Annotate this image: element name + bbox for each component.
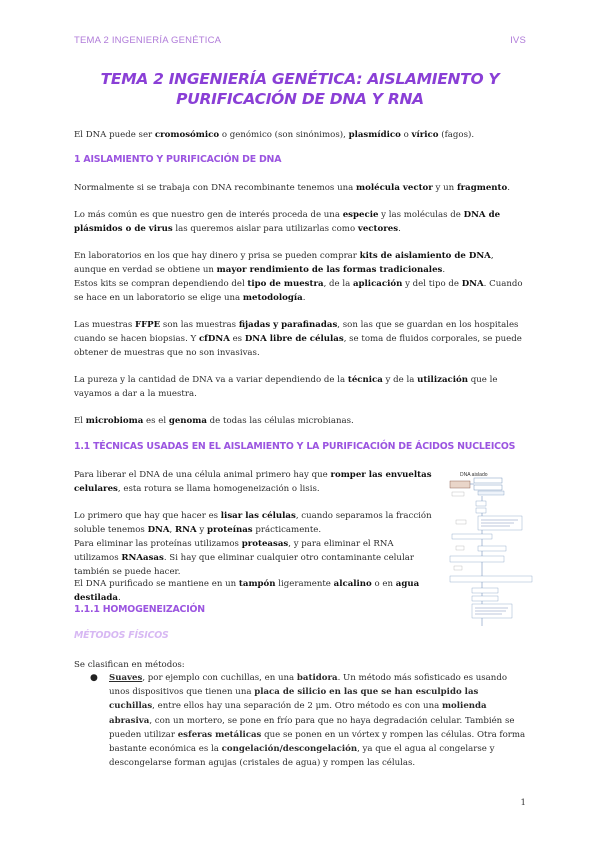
- flowchart-step: [456, 516, 522, 530]
- header-left: TEMA 2 INGENIERÍA GENÉTICA: [74, 35, 222, 46]
- paragraph: Normalmente si se trabaja con DNA recombinante tenemos una molécula vector y un fragmento.: [74, 183, 510, 193]
- paragraph: El microbioma es el genoma de todas las células microbianas.: [74, 416, 354, 426]
- paragraph: En laboratorios en los que hay dinero y prisa se pueden comprar kits de aislamiento de DNA, aunque en verdad se obtiene un mayor rendimiento de las formas tradicionales. Estos kits se compran dependiendo del tipo de muestra, de la aplicación y del tipo de DNA. Cuando se hace en un laboratorio se elige una metodología.: [74, 251, 523, 303]
- paragraph: Para liberar el DNA de una célula animal primero hay que romper las envueltas celulares, esta rotura se llama homogeneización o lisis.: [74, 470, 432, 494]
- section-heading-1-1-1: 1.1.1 HOMOGENEIZACIÓN: [74, 604, 205, 615]
- flowchart-step: [452, 491, 504, 496]
- paragraph: Lo más común es que nuestro gen de interés proceda de una especie y las moléculas de DNA de plásmidos o de virus las queremos aislar para utilizarlas como vectores.: [74, 210, 501, 234]
- flowchart-step: [452, 534, 506, 551]
- paragraph: Se clasifican en métodos:: [74, 660, 185, 670]
- paragraph: Lo primero que hay que hacer es lisar las células, cuando separamos la fracción soluble tenemos DNA, RNA y proteínas prácticamente. Para eliminar las proteínas utilizamos proteasas, y para eliminar el RNA utilizamos RNAasas. Si hay que eliminar cualquier otro contaminante celular también se puede hacer.: [74, 511, 432, 577]
- bullet: ●: [90, 673, 98, 683]
- flowchart-title: DNA aislado: [460, 472, 488, 478]
- section-heading-1-1: 1.1 TÉCNICAS USADAS EN EL AISLAMIENTO Y LA PURIFICACIÓN DE ÁCIDOS NUCLEICOS: [74, 441, 516, 452]
- dna-isolation-flowchart: [448, 470, 538, 630]
- paragraph: La pureza y la cantidad de DNA va a variar dependiendo de la técnica y de la utilización que le vayamos a dar a la muestra.: [74, 375, 498, 399]
- page-number: 1: [520, 798, 526, 808]
- paragraph: El DNA purificado se mantiene en un tampón ligeramente alcalino o en agua destilada.: [74, 579, 420, 603]
- flowchart-step: [476, 501, 486, 513]
- paragraph: Las muestras FFPE son las muestras fijadas y parafinadas, son las que se guardan en los hospitales cuando se hacen biopsias. Y cfDNA es DNA libre de células, se toma de fluidos corporales, se puede obtener de muestras que no son invasivas.: [74, 320, 522, 358]
- list-item: ● Suaves, por ejemplo con cuchillas, en una batidora. Un método más sofisticado es usando unos dispositivos que tienen una placa de silicio en las que se han esculpido las cuchillas, entre ellos hay una separación de 2 μm. Otro método es con una molienda abrasiva, con un mortero, se pone en frío para que no haya degradación celular. También se pueden utilizar esferas metálicas que se ponen en un vórtex y rompen las células. Otra forma bastante económica es la congelación/descongelación, ya que el agua al congelarse y descongelarse forman agujas (cristales de agua) y rompen las células.: [90, 673, 526, 769]
- section-heading-1: 1 AISLAMIENTO Y PURIFICACIÓN DE DNA: [74, 154, 282, 165]
- page-title: TEMA 2 INGENIERÍA GENÉTICA: AISLAMIENTO Y PURIFICACIÓN DE DNA Y RNA: [100, 70, 500, 108]
- intro-paragraph: El DNA puede ser cromosómico o genómico (son sinónimos), plasmídico o vírico (fagos).: [74, 130, 475, 140]
- header-right: IVS: [510, 35, 526, 46]
- subheading-metodos-fisicos: MÉTODOS FÍSICOS: [74, 630, 169, 641]
- methods-list: [90, 671, 526, 770]
- flowchart-step: [450, 478, 502, 490]
- flowchart-step: [450, 556, 504, 570]
- flowchart-step: [450, 576, 532, 618]
